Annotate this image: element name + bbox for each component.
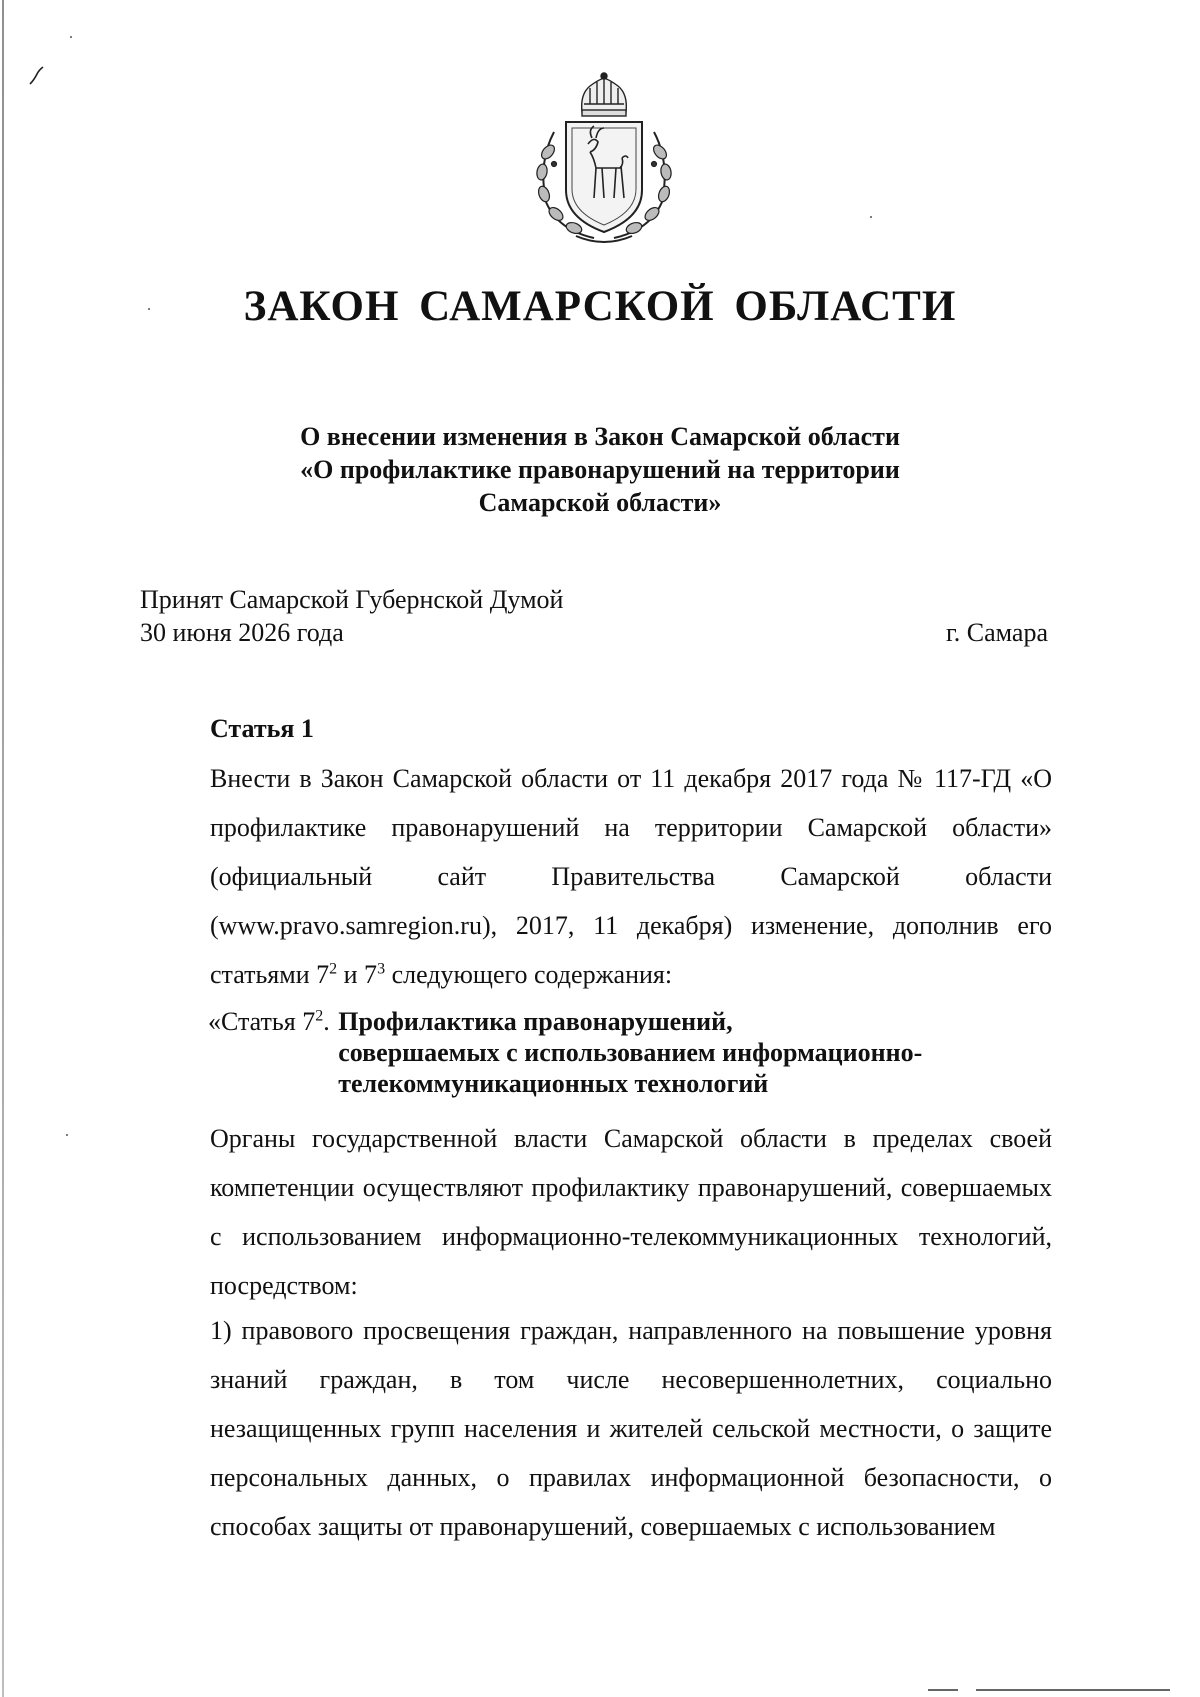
- paragraph-text-fragment: следующего содержания:: [385, 960, 673, 989]
- new-article-title-line: Профилактика правонарушений,: [338, 1007, 733, 1036]
- law-title: ЗАКОН САМАРСКОЙ ОБЛАСТИ: [243, 283, 957, 330]
- paragraph-main-text: Внести в Закон Самарской области от 11 декабря 2017 года № 117-ГД «О профилактике правонарушений на территории Самарской области» (официальный сайт Правительства Самарской области (www.pravo.samregion.ru), 2017, 11 декабря) изменение, дополнив его статьями 7: [210, 764, 1052, 989]
- article-number-text: «Статья 7: [208, 1007, 316, 1036]
- pen-mark: [28, 66, 46, 86]
- paragraph-text: 1) правового просвещения граждан, направленного на повышение уровня знаний граждан, в том числе несовершеннолетних, социально незащищенных групп населения и жителей сельской местности, о защите персональных данных, о правилах информационной безопасности, о способах защиты от правонарушений, совершаемых с использованием: [210, 1316, 1052, 1541]
- subtitle-line: Самарской области»: [478, 488, 722, 517]
- scan-speck: [870, 216, 872, 218]
- subtitle-line: «О профилактике правонарушений на территории: [300, 455, 900, 484]
- paragraph-text-fragment: и 7: [337, 960, 378, 989]
- adoption-date: 30 июня 2026 года: [140, 618, 344, 647]
- superscript: 2: [315, 1007, 324, 1025]
- superscript: 3: [377, 960, 386, 978]
- city-name: г. Самара: [946, 618, 1048, 647]
- law-subtitle: [250, 420, 950, 519]
- subtitle-line: О внесении изменения в Закон Самарской области: [300, 422, 900, 451]
- scan-speck: [66, 1134, 68, 1136]
- article-paragraph: [140, 1114, 1052, 1310]
- scan-bottom-rule: [976, 1689, 1170, 1691]
- new-article-title: [338, 1006, 922, 1099]
- scan-bottom-rule: [928, 1689, 958, 1691]
- coat-of-arms-emblem: [524, 72, 684, 248]
- new-article-title-line: совершаемых с использованием информационно-: [338, 1038, 923, 1067]
- article-heading: Статья 1: [210, 714, 314, 743]
- new-article-number: [208, 1006, 330, 1037]
- adopted-by: Принят Самарской Губернской Думой: [140, 585, 564, 614]
- adoption-info: [140, 583, 563, 649]
- new-article-heading: [208, 1006, 1028, 1099]
- article-paragraph: [140, 754, 1052, 999]
- article-paragraph: [140, 1306, 1052, 1551]
- scan-edge: [2, 0, 4, 1697]
- new-article-title-line: телекоммуникационных технологий: [338, 1069, 769, 1098]
- paragraph-text: Органы государственной власти Самарской области в пределах своей компетенции осуществляют профилактику правонарушений, совершаемых с использованием информационно-телекоммуникационных технологий, посредством:: [210, 1124, 1052, 1300]
- scan-speck: [70, 36, 72, 38]
- article-number-dot: .: [323, 1007, 330, 1036]
- paragraph-text: [140, 754, 1052, 999]
- superscript: 2: [329, 960, 338, 978]
